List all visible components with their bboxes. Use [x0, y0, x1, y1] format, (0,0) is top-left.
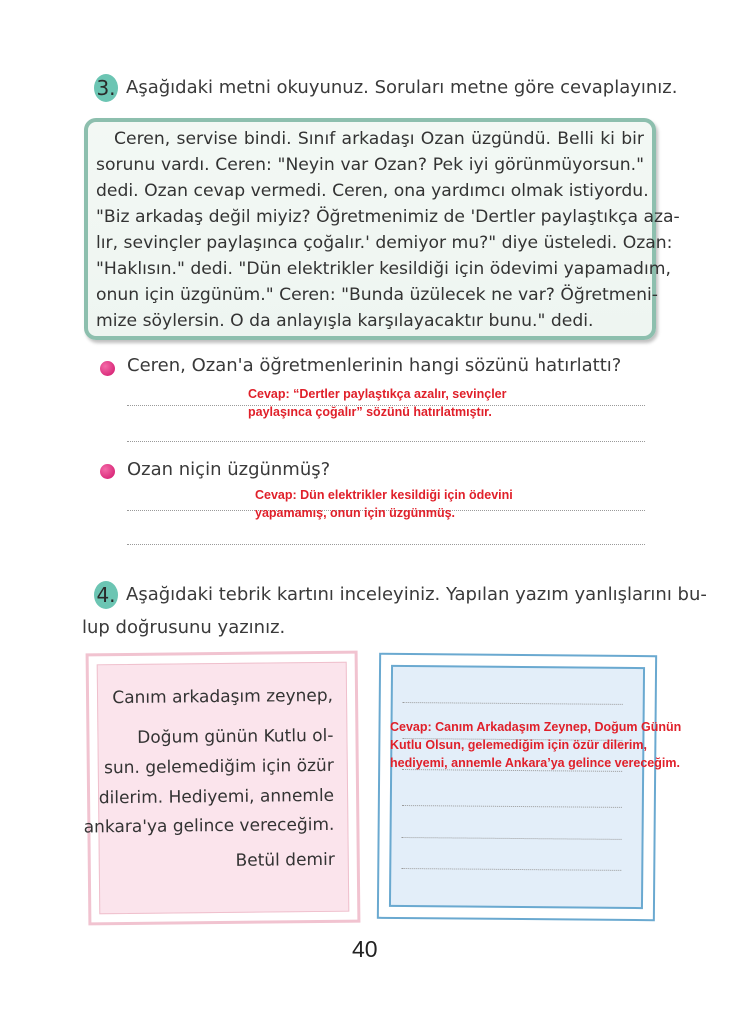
question-3-number: 3.	[94, 74, 118, 102]
answer-1	[248, 385, 506, 421]
answer-line-text: yapamamış, onun için üzgünmüş.	[255, 506, 456, 520]
answer-line	[127, 441, 645, 442]
answer-line-text: Cevap: Dün elektrikler kesildiği için ödevini	[255, 488, 513, 502]
card-signature: Betül demir	[235, 849, 335, 871]
answer-line-text: Cevap: “Dertler paylaştıkça azalır, sevinçler	[248, 387, 507, 401]
passage-line: onun için üzgünüm." Ceren: "Bunda üzülecek ne var? Öğretmeni-	[96, 285, 658, 305]
card-line: Canım arkadaşım zeynep,	[112, 685, 334, 709]
question-4-number: 4.	[94, 581, 118, 609]
answer-line-text: paylaşınca çoğalır” sözünü hatırlatmıştır.	[248, 405, 492, 419]
passage-line: mize söylersin. O da anlayışla karşılayacaktır bunu." dedi.	[96, 311, 594, 331]
greeting-card	[83, 651, 361, 926]
bullet-icon	[100, 361, 115, 376]
passage-line: Ceren, servise bindi. Sınıf arkadaşı Ozan üzgündü. Belli ki bir	[114, 129, 644, 149]
bullet-icon	[100, 464, 115, 479]
reading-passage-box	[84, 118, 680, 340]
answer-2	[255, 486, 513, 522]
answer-line-text: Kutlu Olsun, gelemediğim için özür dilerim,	[390, 738, 647, 752]
reading-passage	[96, 126, 680, 334]
sub-question-2: Ozan niçin üzgünmüş?	[127, 459, 331, 480]
correction-card	[377, 653, 657, 921]
answer-4	[390, 718, 681, 772]
card-line: Doğum günün Kutlu ol-	[137, 725, 334, 748]
passage-line: sorunu vardı. Ceren: "Neyin var Ozan? Pek iyi görünmüyorsun."	[96, 155, 644, 175]
answer-line-text: hediyemi, annemle Ankara’ya gelince vereceğim.	[390, 756, 680, 770]
passage-line: lır, sevinçler paylaşınca çoğalır.' demiyor mu?" diye üsteledi. Ozan:	[96, 233, 673, 253]
card-line: ankara'ya gelince vereceğim.	[83, 814, 335, 838]
passage-line: dedi. Ozan cevap vermedi. Ceren, ona yardımcı olmak istiyordu.	[96, 181, 649, 201]
sub-question-1: Ceren, Ozan'a öğretmenlerinin hangi sözünü hatırlattı?	[127, 355, 622, 376]
question-4-instruction-line: lup doğrusunu yazınız.	[82, 617, 286, 638]
card-line: dilerim. Hediyemi, annemle	[98, 785, 335, 809]
card-line: sun. gelemediğim için özür	[103, 755, 334, 779]
question-4-instruction-line: Aşağıdaki tebrik kartını inceleyiniz. Yapılan yazım yanlışlarını bu-	[126, 584, 707, 605]
answer-line	[127, 544, 645, 545]
passage-line: "Biz arkadaş değil miyiz? Öğretmenimiz de 'Dertler paylaştıkça aza-	[96, 207, 680, 227]
question-3-instruction: Aşağıdaki metni okuyunuz. Soruları metne göre cevaplayınız.	[126, 77, 678, 98]
page-number: 40	[352, 936, 378, 962]
answer-line-text: Cevap: Canım Arkadaşım Zeynep, Doğum Günün	[390, 720, 682, 734]
passage-line: "Haklısın." dedi. "Dün elektrikler kesildiği için ödevimi yapamadım,	[96, 259, 671, 279]
